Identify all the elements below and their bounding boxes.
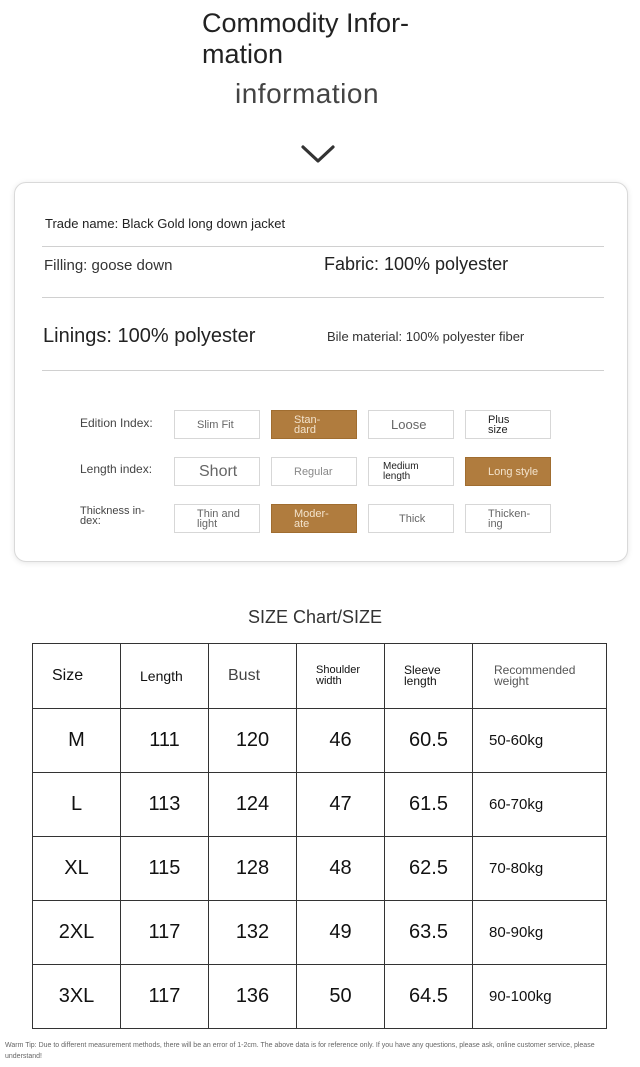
cell-shoulder: 46 (297, 709, 385, 773)
trade-name: Trade name: Black Gold long down jacket (45, 216, 286, 231)
cell-weight: 80-90kg (473, 901, 607, 965)
cell-sleeve: 63.5 (385, 901, 473, 965)
page-title: Commodity Infor- mation (202, 8, 410, 69)
filling: Filling: goose down (44, 257, 173, 274)
cell-size: XL (33, 837, 121, 901)
chip-length-regular: Regular (271, 457, 357, 486)
chip-edition-plus-size: Plus size (465, 410, 551, 439)
cell-size: L (33, 773, 121, 837)
cell-sleeve: 64.5 (385, 965, 473, 1029)
cell-sleeve: 61.5 (385, 773, 473, 837)
chip-edition-standard: Stan- dard (271, 410, 357, 439)
header-size: Size (33, 644, 121, 709)
chip-edition-slim-fit: Slim Fit (174, 410, 260, 439)
cell-weight: 60-70kg (473, 773, 607, 837)
warm-tip-note: Warm Tip: Due to different measurement methods, there will be an error of 1-2cm. The above data is for reference only. If you have any questions, please ask, online customer service, please understand! (5, 1042, 595, 1060)
header-sleeve-length: Sleeve length (385, 644, 473, 709)
linings: Linings: 100% polyester (43, 325, 256, 347)
chip-length-long-style: Long style (465, 457, 551, 486)
cell-bust: 124 (209, 773, 297, 837)
divider (42, 370, 604, 371)
length-index-label: Length index: (80, 462, 153, 476)
table-row (33, 837, 607, 901)
cell-length: 113 (121, 773, 209, 837)
divider (42, 297, 604, 298)
cell-bust: 120 (209, 709, 297, 773)
bile-material: Bile material: 100% polyester fiber (327, 329, 525, 344)
size-chart-table (32, 643, 607, 1029)
cell-length: 117 (121, 965, 209, 1029)
cell-size: M (33, 709, 121, 773)
cell-bust: 136 (209, 965, 297, 1029)
cell-shoulder: 48 (297, 837, 385, 901)
thickness-index-label: Thickness in- dex: (80, 505, 145, 527)
chip-thickness-thick: Thick (368, 504, 454, 533)
table-row (33, 709, 607, 773)
divider (42, 246, 604, 247)
cell-length: 117 (121, 901, 209, 965)
cell-size: 3XL (33, 965, 121, 1029)
header-length: Length (121, 644, 209, 709)
header-recommended-weight: Recommended weight (473, 644, 607, 709)
chevron-down-icon (300, 140, 336, 166)
table-row (33, 901, 607, 965)
cell-sleeve: 60.5 (385, 709, 473, 773)
chip-length-medium: Medium length (368, 457, 454, 486)
cell-length: 111 (121, 709, 209, 773)
cell-bust: 128 (209, 837, 297, 901)
edition-index-label: Edition Index: (80, 416, 153, 430)
cell-weight: 50-60kg (473, 709, 607, 773)
chip-thickness-thickening: Thicken- ing (465, 504, 551, 533)
cell-weight: 90-100kg (473, 965, 607, 1029)
cell-shoulder: 49 (297, 901, 385, 965)
table-row (33, 773, 607, 837)
page-subtitle: information (235, 78, 380, 109)
fabric: Fabric: 100% polyester (324, 254, 509, 274)
header-bust: Bust (209, 644, 297, 709)
cell-sleeve: 62.5 (385, 837, 473, 901)
chip-thickness-thin: Thin and light (174, 504, 260, 533)
table-header-row (33, 644, 607, 709)
chip-edition-loose: Loose (368, 410, 454, 439)
cell-weight: 70-80kg (473, 837, 607, 901)
chip-length-short: Short (174, 457, 260, 486)
cell-bust: 132 (209, 901, 297, 965)
chip-thickness-moderate: Moder- ate (271, 504, 357, 533)
cell-length: 115 (121, 837, 209, 901)
size-chart-title: SIZE Chart/SIZE (247, 607, 383, 627)
cell-size: 2XL (33, 901, 121, 965)
table-row (33, 965, 607, 1029)
cell-shoulder: 50 (297, 965, 385, 1029)
cell-shoulder: 47 (297, 773, 385, 837)
header-shoulder-width: Shoulder width (297, 644, 385, 709)
